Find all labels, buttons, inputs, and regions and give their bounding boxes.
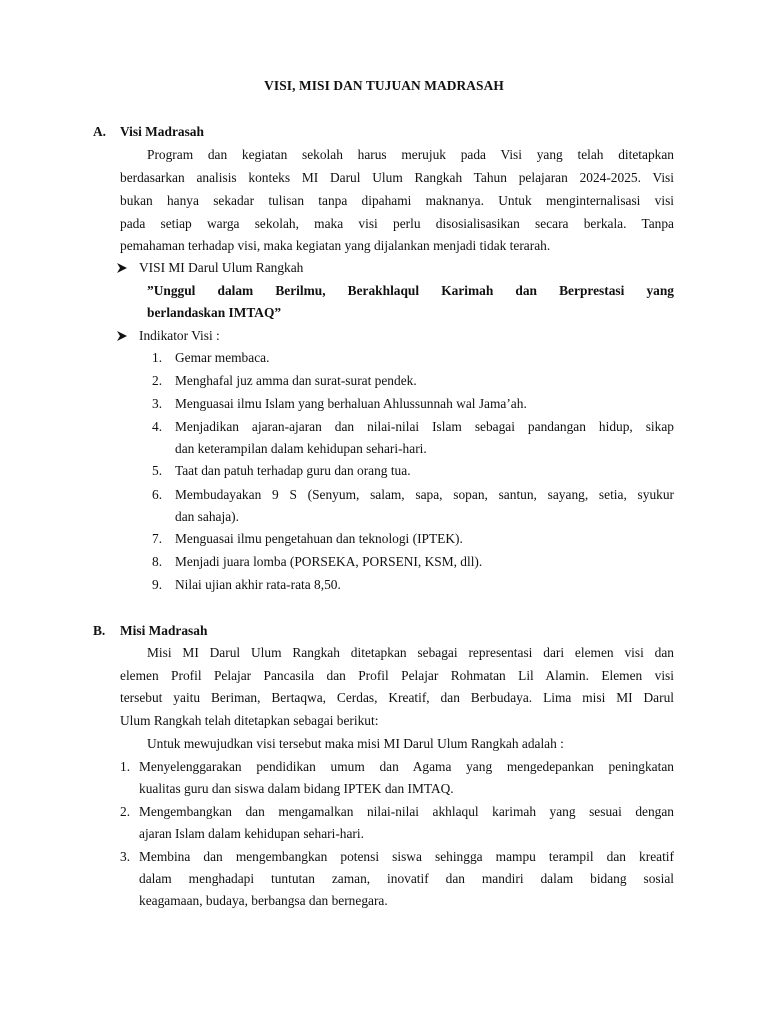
section-a-heading: Visi Madrasah bbox=[120, 124, 204, 139]
misi-number: 3. bbox=[120, 849, 131, 864]
indikator-number: 4. bbox=[152, 419, 163, 434]
misi-paragraph-line-1: Misi MI Darul Ulum Rangkah ditetapkan sebagai representasi dari elemen visi dan bbox=[147, 645, 674, 660]
visi-quote-line-1: ”Unggul dalam Berilmu, Berakhlaqul Karimah dan Berprestasi yang bbox=[147, 283, 674, 298]
indikator-number: 9. bbox=[152, 577, 163, 592]
indikator-number: 1. bbox=[152, 350, 163, 365]
section-a-letter: A. bbox=[93, 124, 107, 139]
indikator-item: Menjadikan ajaran-ajaran dan nilai-nilai Islam sebagai pandangan hidup, sikap bbox=[175, 419, 674, 434]
misi-intro: Untuk mewujudkan visi tersebut maka misi MI Darul Ulum Rangkah adalah : bbox=[147, 736, 564, 751]
misi-item-continued: ajaran Islam dalam kehidupan sehari-hari. bbox=[139, 826, 364, 841]
indikator-item: Menguasai ilmu Islam yang berhaluan Ahlussunnah wal Jama’ah. bbox=[175, 396, 527, 411]
indikator-item: Nilai ujian akhir rata-rata 8,50. bbox=[175, 577, 341, 592]
misi-item-continued: kualitas guru dan siswa dalam bidang IPTEK dan IMTAQ. bbox=[139, 781, 454, 796]
indikator-item-continued: dan keterampilan dalam kehidupan sehari-hari. bbox=[175, 441, 427, 456]
arrow-bullet-icon bbox=[116, 262, 128, 274]
indikator-item: Menghafal juz amma dan surat-surat pendek. bbox=[175, 373, 417, 388]
document-title: VISI, MISI DAN TUJUAN MADRASAH bbox=[264, 78, 504, 93]
arrow-bullet-icon bbox=[116, 330, 128, 342]
indikator-number: 7. bbox=[152, 531, 163, 546]
misi-item-continued: dalam menghadapi tuntutan zaman, inovatif dan mandiri dalam bidang sosial bbox=[139, 871, 674, 886]
indikator-number: 5. bbox=[152, 463, 163, 478]
visi-paragraph-line-2: berdasarkan analisis konteks MI Darul Ulum Rangkah Tahun pelajaran 2024-2025. Visi bbox=[120, 170, 674, 185]
visi-paragraph-line-4: pada setiap warga sekolah, maka visi perlu disosialisasikan secara berkala. Tanpa bbox=[120, 216, 674, 231]
misi-item: Membina dan mengembangkan potensi siswa sehingga mampu terampil dan kreatif bbox=[139, 849, 674, 864]
indikator-item: Menjadi juara lomba (PORSEKA, PORSENI, KSM, dll). bbox=[175, 554, 483, 569]
misi-item: Mengembangkan dan mengamalkan nilai-nilai akhlaqul karimah yang sesuai dengan bbox=[139, 804, 674, 819]
indikator-item-continued: dan sahaja). bbox=[175, 509, 239, 524]
misi-paragraph-line-4: Ulum Rangkah telah ditetapkan sebagai berikut: bbox=[120, 713, 379, 728]
visi-label: VISI MI Darul Ulum Rangkah bbox=[139, 260, 304, 275]
misi-number: 1. bbox=[120, 759, 131, 774]
misi-number: 2. bbox=[120, 804, 131, 819]
visi-paragraph-line-5: pemahaman terhadap visi, maka kegiatan yang dijalankan menjadi tidak terarah. bbox=[120, 238, 551, 253]
indikator-item: Gemar membaca. bbox=[175, 350, 270, 365]
indikator-item: Membudayakan 9 S (Senyum, salam, sapa, sopan, santun, sayang, setia, syukur bbox=[175, 487, 674, 502]
misi-item-continued: keagamaan, budaya, berbangsa dan bernegara. bbox=[139, 893, 388, 908]
indikator-number: 2. bbox=[152, 373, 163, 388]
visi-paragraph-line-3: bukan hanya sekadar tulisan tanpa dipahami maknanya. Untuk menginternalisasi visi bbox=[120, 193, 674, 208]
misi-paragraph-line-3: tersebut yaitu Beriman, Bertaqwa, Cerdas, Kreatif, dan Berbudaya. Lima misi MI Darul bbox=[120, 690, 674, 705]
visi-quote-line-2: berlandaskan IMTAQ” bbox=[147, 305, 282, 320]
indikator-number: 3. bbox=[152, 396, 163, 411]
indikator-item: Menguasai ilmu pengetahuan dan teknologi (IPTEK). bbox=[175, 531, 463, 546]
indikator-number: 6. bbox=[152, 487, 163, 502]
section-b-letter: B. bbox=[93, 623, 106, 638]
misi-item: Menyelenggarakan pendidikan umum dan Agama yang mengedepankan peningkatan bbox=[139, 759, 674, 774]
visi-paragraph-line-1: Program dan kegiatan sekolah harus merujuk pada Visi yang telah ditetapkan bbox=[147, 147, 674, 162]
indikator-label: Indikator Visi : bbox=[139, 328, 220, 343]
section-b-heading: Misi Madrasah bbox=[120, 623, 208, 638]
indikator-number: 8. bbox=[152, 554, 163, 569]
indikator-item: Taat dan patuh terhadap guru dan orang tua. bbox=[175, 463, 411, 478]
misi-paragraph-line-2: elemen Profil Pelajar Pancasila dan Profil Pelajar Rohmatan Lil Alamin. Elemen visi bbox=[120, 668, 674, 683]
